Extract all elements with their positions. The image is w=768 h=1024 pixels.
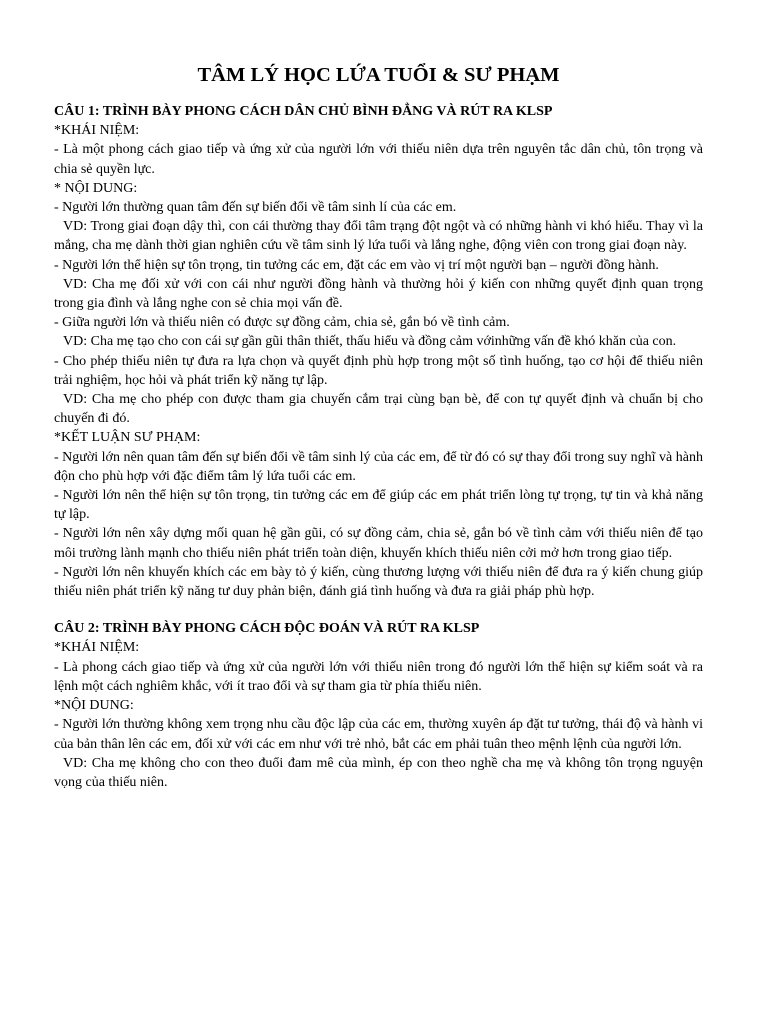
bullet-paragraph: - Là một phong cách giao tiếp và ứng xử của người lớn với thiếu niên dựa trên nguyên tắc dân chủ, tôn trọng và chia sẻ quyền lực. [54,142,703,177]
bullet-paragraph: - Người lớn nên quan tâm đến sự biến đổi về tâm sinh lý của các em, để từ đó có sự thay đổi trong suy nghĩ và hành độn cho phù hợp với đặc điểm tâm lý lứa tuổi các em. [54,449,703,484]
bullet-paragraph: - Người lớn thường không xem trọng nhu cầu độc lập của các em, thường xuyên áp đặt tư tưởng, thái độ và hành vi của bản thân lên các em, đối xử với các em như với trẻ nhỏ, bắt các em phải tuân theo mệnh lệnh của người lớn. [54,717,703,752]
bullet-paragraph: - Cho phép thiếu niên tự đưa ra lựa chọn và quyết định phù hợp trong một số tình huống, tạo cơ hội để thiếu niên trải nghiệm, học hỏi và phát triển kỹ năng tự lập. [54,353,703,388]
question-section [54,619,703,792]
example-paragraph: VD: Cha mẹ cho phép con được tham gia chuyến cắm trại cùng bạn bè, để con tự quyết định và chuẩn bị cho chuyến đi đó. [54,392,703,427]
document-body [54,102,703,792]
subsection-label: * NỘI DUNG: [54,180,138,196]
bullet-paragraph: - Người lớn nên xây dựng mối quan hệ gần gũi, có sự đồng cảm, chia sẻ, gắn bó về tình cảm với thiếu niên để tạo môi trường lành mạnh cho thiếu niên phát triển toàn diện, khuyến khích thiếu niên cởi mở hơn trong giao tiếp. [54,526,703,561]
bullet-paragraph: - Người lớn thể hiện sự tôn trọng, tin tưởng các em, đặt các em vào vị trí một người bạn – người đồng hành. [54,257,659,273]
question-section [54,102,703,601]
subsection-label: *KHÁI NIỆM: [54,640,140,656]
subsection-label: *KẾT LUẬN SƯ PHẠM: [54,430,201,446]
section-spacer [54,601,703,619]
example-paragraph: VD: Cha mẹ tạo cho con cái sự gần gũi thân thiết, thấu hiểu và đồng cảm vớinhững vấn đề khó khăn của con. [63,334,677,350]
bullet-paragraph: - Giữa người lớn và thiếu niên có được sự đồng cảm, chia sẻ, gắn bó về tình cảm. [54,315,510,331]
question-heading: CÂU 2: TRÌNH BÀY PHONG CÁCH ĐỘC ĐOÁN VÀ RÚT RA KLSP [54,621,480,637]
document-title: TÂM LÝ HỌC LỨA TUỔI & SƯ PHẠM [197,64,560,86]
example-paragraph: VD: Trong giai đoạn dậy thì, con cái thường thay đổi tâm trạng đột ngột và có những hành vi khó hiểu. Thay vì la mắng, cha mẹ dành thời gian nghiên cứu về tâm sinh lý lứa tuổi và lắng nghe, động viên con trong giai đoạn này. [54,219,703,254]
bullet-paragraph: - Là phong cách giao tiếp và ứng xử của người lớn với thiếu niên trong đó người lớn thể hiện sự kiểm soát và ra lệnh một cách nghiêm khắc, với ít trao đổi và sự tham gia từ phía thiếu niên. [54,659,703,694]
subsection-label: *KHÁI NIỆM: [54,123,140,139]
example-paragraph: VD: Cha mẹ đối xử với con cái như người đồng hành và thường hỏi ý kiến con những quyết định quan trọng trong gia đình và lắng nghe con sẻ chia mọi vấn đề. [54,276,703,312]
bullet-paragraph: - Người lớn nên thể hiện sự tôn trọng, tin tưởng các em để giúp các em phát triển lòng tự trọng, tự tin và khả năng tự lập. [54,488,703,523]
bullet-paragraph: - Người lớn nên khuyến khích các em bày tỏ ý kiến, cùng thương lượng với thiếu niên để đưa ra ý kiến chung giúp thiếu niên phát triển kỹ năng tư duy phản biện, đánh giá tình huống và đưa ra giải pháp phù hợp. [54,564,703,600]
example-paragraph: VD: Cha mẹ không cho con theo đuổi đam mê của mình, ép con theo nghề cha mẹ và không tôn trọng nguyện vọng của thiếu niên. [54,755,703,790]
bullet-paragraph: - Người lớn thường quan tâm đến sự biến đổi về tâm sinh lí của các em. [54,200,457,216]
subsection-label: *NỘI DUNG: [54,698,134,714]
question-heading: CÂU 1: TRÌNH BÀY PHONG CÁCH DÂN CHỦ BÌNH ĐẲNG VÀ RÚT RA KLSP [54,104,553,119]
